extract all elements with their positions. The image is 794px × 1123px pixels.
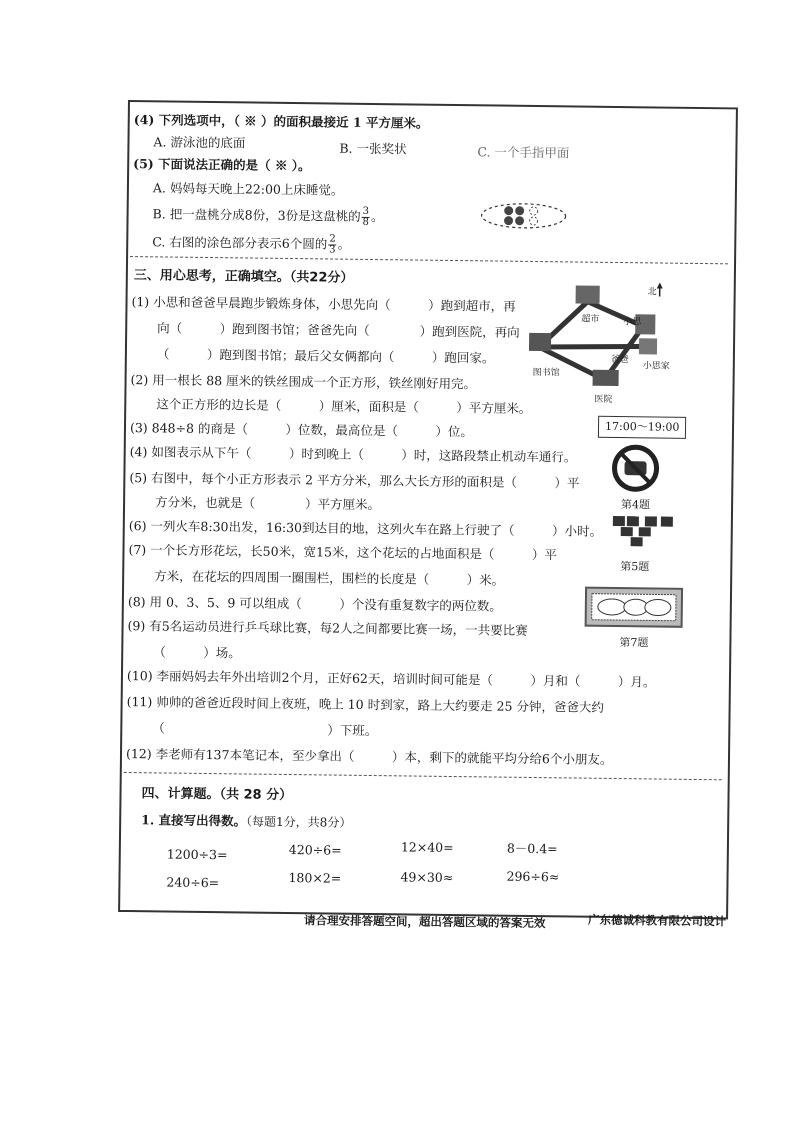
p3-q10: (10) 李丽妈妈去年外出培训2个月，正好62天，培训时间可能是（ ）月和（ ）月。 [126,668,656,690]
calc-item: 240÷6= [166,874,220,891]
p3-q11-line1: (11) 帅帅的爸爸近段时间上夜班，晚上 10 时到家，路上大约要走 25 分钟，爸爸大约 [126,694,605,715]
no-vehicle-sign-icon [611,444,660,493]
part4-title: 四、计算题。（共 28 分） [141,786,293,804]
exam-page [118,100,738,931]
p3-q9-line2: （ ）场。 [153,644,241,661]
q5-option-b: B. 把一盘桃分成8份，3份是这盘桃的 $\frac{3}{8}$ 。 [152,205,384,228]
fraction-2-3: $\frac{2}{3}$ [329,233,336,256]
p3-q7-line1: (7) 一个长方形花坛，长50米，宽15米，这个花坛的占地面积是（ ）平 [128,542,558,563]
p3-q12: (12) 李老师有137本笔记本，至少拿出（ ）本，剩下的就能平均分给6个小朋友。 [125,746,613,767]
six-circles-figure [478,200,568,231]
p3-q2-line2: 这个正方形的边长是（ ）厘米，面积是（ ）平方厘米。 [156,396,532,416]
part4-subtitle: 1. 直接写出得数。（每题1分，共8分） [141,812,352,830]
p3-q9-line1: (9) 有5名运动员进行乒乓球比赛，每2人之间都要比赛一场，一共要比赛 [127,618,528,638]
flower-bed-figure [584,586,685,629]
calc-item: 296÷6≈ [506,868,560,885]
p3-q5-line1: (5) 右图中，每个小正方形表示 2 平方分米，那么大长方形的面积是（ ）平 [129,470,580,491]
route-map-figure [526,281,668,407]
caption-q5: 第5题 [620,560,650,574]
q5-stem: (5) 下面说法正确的是（ ※ ）。 [133,156,311,174]
p3-q6: (6) 一列火车8:30出发，16:30到达目的地，这列火车在路上行驶了（ ）小时。 [128,518,603,539]
footer-notice: 请合理安排答题空间，超出答题区域的答案无效 [303,913,546,931]
p3-q4: (4) 如图表示从下午（ ）时到晚上（ ）时，这路段禁止机动车通行。 [129,444,577,465]
q4-option-b: B. 一张奖状 [339,140,407,157]
calc-item: 1200÷3= [166,846,228,863]
calc-item: 49×30≈ [400,869,454,886]
calc-item: 8－0.4= [506,840,558,857]
q5-option-a: A. 妈妈每天晚上22:00上床睡觉。 [152,180,344,198]
p3-q8: (8) 用 0、3、5、9 可以组成（ ）个没有重复数字的两位数。 [127,594,502,614]
map-home: 小思家 [642,361,670,372]
p3-q1-line3: （ ）跑到图书馆；最后父女俩都向（ ）跑回家。 [156,346,495,366]
no-vehicle-time-sign: 17:00～19:00 [598,416,687,439]
map-dad: 爸爸 [610,354,629,366]
q4-option-c: C. 一个手指甲面 [477,144,570,161]
caption-q7: 第7题 [619,636,649,650]
caption-q4: 第4题 [621,498,651,512]
p3-q11-line2: （ ）下班。 [152,720,378,739]
q4-option-a: A. 游泳池的底面 [153,134,246,151]
squares-grid-figure [611,514,675,549]
map-hospital: 医院 [594,394,613,405]
fraction-3-8: $\frac{3}{8}$ [362,205,370,228]
p3-q7-line2: 方米，在花坛的四周围一圈围栏，围栏的长度是（ ）米。 [154,568,505,588]
footer-company: 广东德诚科教有限公司设计 [587,912,727,929]
p3-q2-line1: (2) 用一根长 88 厘米的铁丝围成一个正方形，铁丝刚好用完。 [130,372,477,392]
calc-item: 420÷6= [288,842,342,858]
calc-item: 180×2= [288,870,342,886]
p3-q1-line2: 向（ ）跑到图书馆；爸爸先向（ ）跑到医院，再向 [157,320,520,340]
map-xiaosi: 小思 [623,317,642,328]
map-library: 图书馆 [532,367,560,379]
calc-item: 12×40= [400,839,454,856]
p3-q5-line2: 方分米，也就是（ ）平方厘米。 [155,494,381,513]
part3-title: 三、用心思考，正确填空。（共22分） [133,268,354,286]
map-north: 北 [647,287,657,298]
p3-q3: (3) 848÷8 的商是（ ）位数，最高位是（ ）位。 [129,420,474,440]
map-supermarket: 超市 [581,314,600,325]
q4-stem: (4) 下列选项中，（ ※ ）的面积最接近 1 平方厘米。 [133,112,429,131]
p3-q1-line1: (1) 小思和爸爸早晨跑步锻炼身体，小思先向（ ）跑到超市，再 [131,294,516,314]
q5-option-c: C. 右图的涂色部分表示6个圆的 $\frac{2}{3}$ 。 [152,233,351,256]
